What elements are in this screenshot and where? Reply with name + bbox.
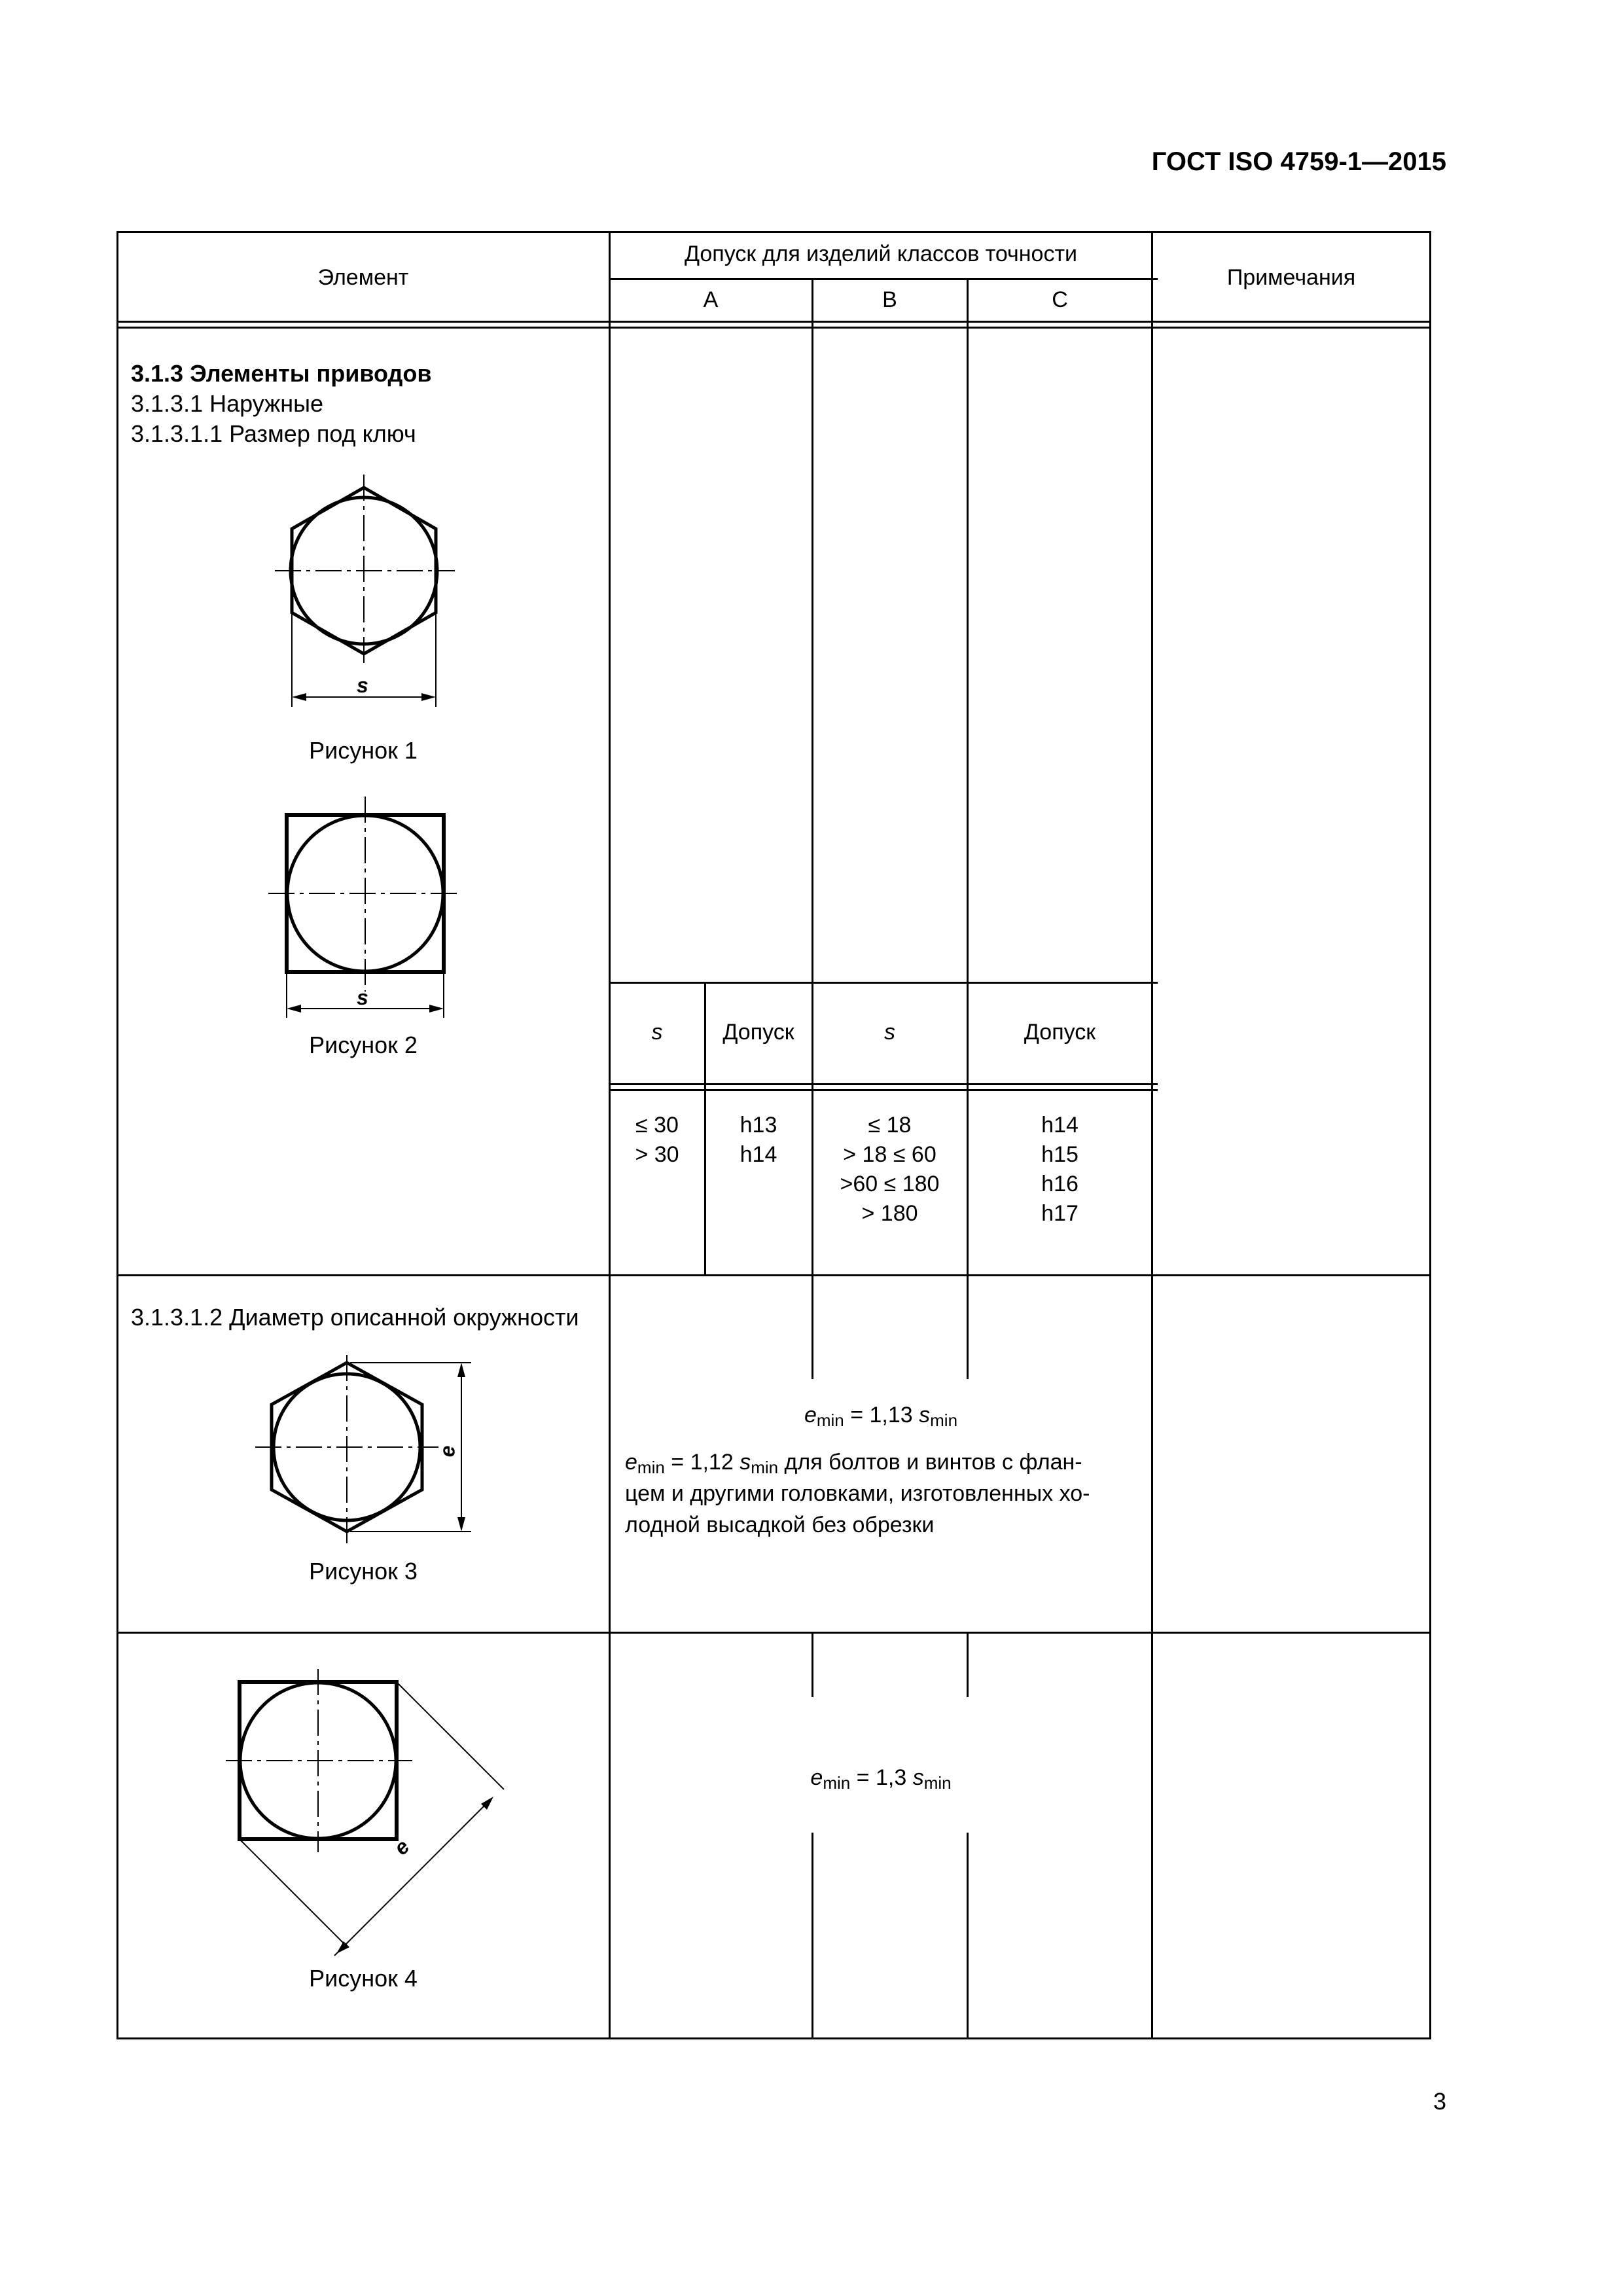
header-class-c: C [1052, 287, 1068, 312]
cell-bc-tol-1: h14 [1041, 1113, 1079, 1138]
cell-bc-s-3: >60 ≤ 180 [840, 1172, 940, 1196]
header-bottom-line [116, 321, 1431, 323]
s-values-class-bc [813, 1111, 967, 1229]
table-top-border [116, 231, 1431, 233]
cell-bc-s-1: ≤ 18 [868, 1113, 912, 1138]
header-split-line [610, 278, 1158, 280]
s-table-col-tol-a: Допуск [722, 1020, 794, 1045]
figure-1-caption: Рисунок 1 [309, 737, 418, 764]
figure-4-caption: Рисунок 4 [309, 1965, 418, 1992]
cell-bc-tol-4: h17 [1041, 1201, 1079, 1226]
section-subsub: 3.1.3.1.1 Размер под ключ [131, 420, 416, 447]
figure-4-dim-label: e [389, 1835, 414, 1860]
row2-bc-stub-top [967, 1274, 969, 1379]
formula-e-min-113: $e_{min} = 1,13$ $s_{min}$ [804, 1403, 958, 1430]
s-table-header-line [610, 1083, 1158, 1085]
row2-ab-stub-top [812, 1274, 813, 1379]
figure-2-dim-label: s [357, 986, 368, 1009]
tol-values-class-bc [968, 1111, 1152, 1229]
row3-bc-stub-bottom [967, 1833, 969, 2037]
table-left-border [116, 231, 118, 2039]
s-values-class-a [610, 1111, 704, 1170]
s-table-top-line [610, 982, 1158, 984]
tol-values-class-a [705, 1111, 812, 1170]
header-element: Элемент [317, 265, 409, 290]
header-class-a: A [703, 287, 719, 312]
figure-2-caption: Рисунок 2 [309, 1031, 418, 1058]
figure-1-dim-label: s [357, 673, 368, 697]
row3-ab-stub-bottom [812, 1833, 813, 2037]
formula-e-min-13: $e_{min} = 1,3$ $s_{min}$ [810, 1765, 952, 1793]
header-tolerance-group: Допуск для изделий классов точности [684, 242, 1078, 266]
section-sub: 3.1.3.1 Наружные [131, 390, 323, 417]
cell-bc-s-2: > 18 ≤ 60 [843, 1142, 936, 1167]
figure-3-hexagon [249, 1355, 524, 1551]
figure-3-caption: Рисунок 3 [309, 1558, 418, 1585]
cell-a-s-2: > 30 [635, 1142, 679, 1167]
s-table-col-tol-bc: Допуск [1024, 1020, 1096, 1045]
header-bottom-line-double [116, 327, 1431, 329]
header-notes: Примечания [1226, 265, 1356, 290]
row1-bottom-line [116, 1274, 1431, 1276]
cell-bc-tol-2: h15 [1041, 1142, 1079, 1167]
document-header: ГОСТ ISO 4759-1—2015 [1151, 147, 1446, 176]
row3-ab-stub-top [812, 1632, 813, 1697]
cell-bc-s-4: > 180 [861, 1201, 918, 1226]
cell-a-tol-2: h14 [740, 1142, 777, 1167]
table-right-border [1429, 231, 1431, 2039]
header-class-b: B [882, 287, 897, 312]
formula-e-min-112-line2: цем и другими головками, изготовленных хо- [625, 1481, 1090, 1506]
s-table-header-line-double [610, 1089, 1158, 1091]
row3-bc-stub-top [967, 1632, 969, 1697]
page-number: 3 [1433, 2088, 1446, 2115]
section-title: 3.1.3 Элементы приводов [131, 360, 432, 387]
cell-a-tol-1: h13 [740, 1113, 777, 1138]
formula-e-min-112-line3: лодной высадкой без обрезки [625, 1513, 935, 1537]
formula-e-min-112: $e_{min} = 1,12$ $s_{min}$ для болтов и винтов с флан- [625, 1450, 1082, 1477]
s-table-col-s-a: s [651, 1020, 663, 1045]
cell-bc-tol-3: h16 [1041, 1172, 1079, 1196]
table-bottom-border [116, 2037, 1431, 2039]
s-table-col-s-bc: s [884, 1020, 895, 1045]
cell-a-s-1: ≤ 30 [635, 1113, 679, 1138]
row2-label: 3.1.3.1.2 Диаметр описанной окружности [131, 1304, 579, 1331]
figure-4-square [216, 1669, 524, 1957]
row2-bottom-line [116, 1632, 1431, 1634]
figure-3-dim-label: e [435, 1445, 459, 1458]
